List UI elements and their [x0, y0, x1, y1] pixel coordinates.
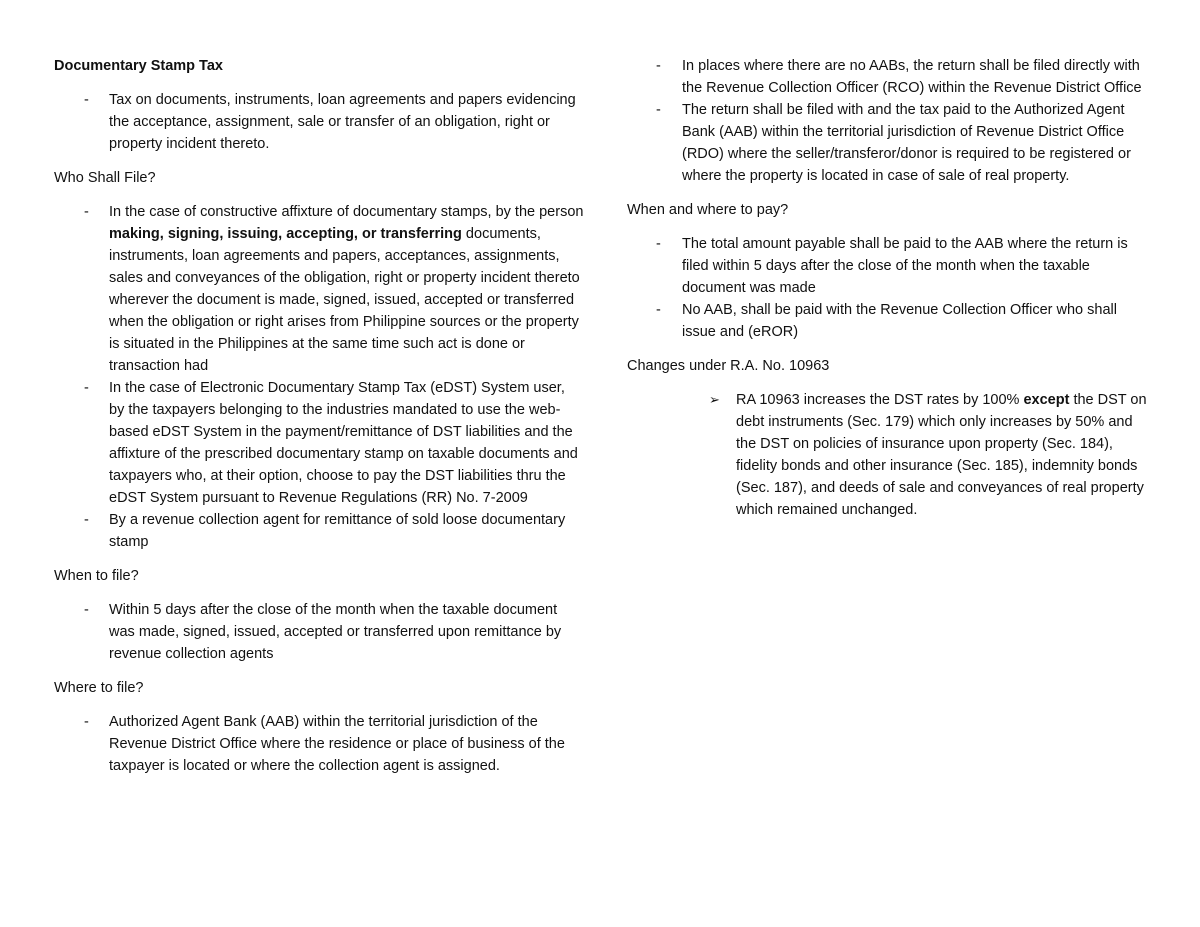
list-item-text: In places where there are no AABs, the return shall be filed directly with the Revenue Collection Officer (RCO) within the Revenue District Office [682, 58, 1142, 96]
list-item [627, 299, 1152, 343]
dash-bullet: - [84, 602, 89, 618]
dash-bullet: - [84, 714, 89, 730]
dash-bullet: - [84, 204, 89, 220]
list-item-text: The return shall be filed with and the tax paid to the Authorized Agent Bank (AAB) within the territorial jurisdiction of Revenue District Office (RDO) where the seller/transferor/donor is required to be registered or where the property is located in case of sale of real property. [682, 102, 1131, 184]
when-where-pay-list [627, 233, 1152, 343]
section-heading-when-where-pay: When and where to pay? [627, 202, 789, 218]
dash-bullet: - [84, 512, 89, 528]
list-item [627, 99, 1152, 187]
list-item [627, 389, 1152, 521]
list-item-text: The total amount payable shall be paid to the AAB where the return is filed within 5 days after the close of the month when the taxable document was made [682, 236, 1128, 296]
when-to-file-list [54, 599, 584, 665]
document-title: Documentary Stamp Tax [54, 58, 223, 74]
dash-bullet: - [84, 92, 89, 108]
section-heading-where-to-file: Where to file? [54, 680, 144, 696]
arrow-bullet-icon: ➢ [709, 392, 720, 407]
list-item [54, 89, 584, 155]
intro-list [54, 89, 584, 155]
list-item-text: Authorized Agent Bank (AAB) within the territorial jurisdiction of the Revenue District Office where the residence or place of business of the taxpayer is located or where the collection agent is assigned. [109, 714, 565, 774]
list-item [627, 55, 1152, 99]
changes-list [627, 389, 1152, 521]
list-item-text: By a revenue collection agent for remittance of sold loose documentary stamp [109, 512, 566, 550]
where-to-file-list-continued [627, 55, 1152, 187]
list-item-text: Tax on documents, instruments, loan agreements and papers evidencing the acceptance, assignment, sale or transfer of an obligation, right or property incident thereto. [109, 92, 576, 152]
section-heading-who-shall-file: Who Shall File? [54, 170, 156, 186]
list-item [54, 509, 584, 553]
list-item-text-bold: except [1023, 392, 1070, 408]
list-item [627, 233, 1152, 299]
dash-bullet: - [656, 58, 661, 74]
list-item [54, 599, 584, 665]
dash-bullet: - [84, 380, 89, 396]
section-heading-when-to-file: When to file? [54, 568, 139, 584]
list-item-text: Within 5 days after the close of the month when the taxable document was made, signed, issued, accepted or transferred upon remittance by revenue collection agents [109, 602, 562, 662]
list-item-text-pre: RA 10963 increases the DST rates by 100% [736, 392, 1024, 408]
list-item [54, 711, 584, 777]
list-item-text: In the case of Electronic Documentary Stamp Tax (eDST) System user, by the taxpayers belonging to the industries mandated to use the web-based eDST System in the payment/remittance of DST liabilities and the affixture of the prescribed documentary stamp on taxable documents and taxpayers who, at their option, choose to pay the DST liabilities thru the eDST System pursuant to Revenue Regulations (RR) No. 7-2009 [109, 380, 578, 506]
list-item-text: No AAB, shall be paid with the Revenue Collection Officer who shall issue and (eROR) [682, 302, 1117, 340]
dash-bullet: - [656, 302, 661, 318]
dash-bullet: - [656, 236, 661, 252]
where-to-file-list [54, 711, 584, 777]
who-shall-file-list [54, 201, 584, 553]
dash-bullet: - [656, 102, 661, 118]
list-item-text-post: the DST on debt instruments (Sec. 179) which only increases by 50% and the DST on policies of insurance upon property (Sec. 184), fidelity bonds and other insurance (Sec. 185), indemnity bonds (Sec. 187), and deeds of sale and conveyances of real property which remained unchanged. [736, 392, 1147, 518]
section-heading-changes: Changes under R.A. No. 10963 [627, 358, 830, 374]
right-column [627, 55, 1152, 521]
list-item [54, 377, 584, 509]
list-item-text-post: documents, instruments, loan agreements and papers, acceptances, assignments, sales and conveyances of the obligation, right or property incident thereto wherever the document is made, signed, issued, accepted or transferred when the obligation or right arises from Philippine sources or the property is situated in the Philippines at the same time such act is done or transaction had [109, 226, 580, 374]
list-item [54, 201, 584, 377]
list-item-text-pre: In the case of constructive affixture of documentary stamps, by the person [109, 204, 584, 220]
left-column [54, 55, 584, 789]
list-item-text-bold: making, signing, issuing, accepting, or transferring [109, 226, 462, 242]
